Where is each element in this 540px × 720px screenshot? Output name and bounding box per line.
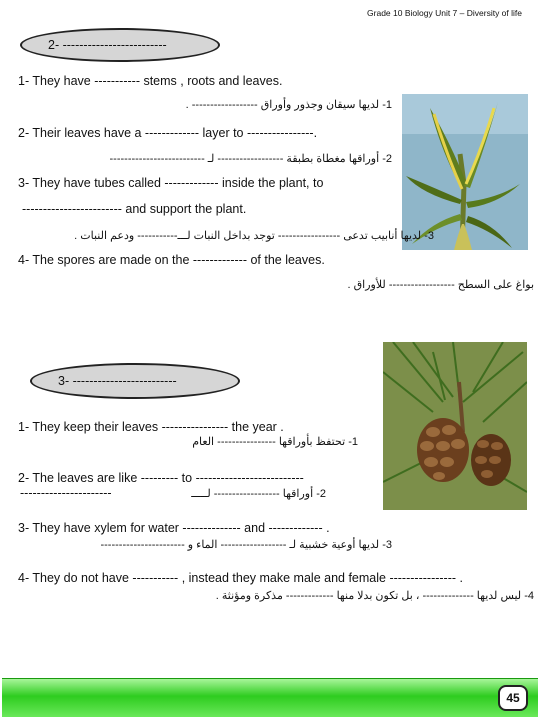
section-3-line-4-ar: 4- ليس لديها -------------- ، بل تكون بدلا منها ------------- مذكرة ومؤنثة . (215, 590, 534, 602)
section-3-line-1-ar: 1- تحتفظ بأوراقها ---------------- العام (192, 436, 358, 448)
pine-cone-image (383, 342, 527, 510)
page-header: Grade 10 Biology Unit 7 – Diversity of life (367, 8, 522, 18)
section-3-line-3-ar: 3- لديها أوعية خشبية لـ ------------------ الماء و ----------------------- (100, 539, 392, 551)
section-3-line-2-ar: 2- أوراقها ------------------ لـــــ (191, 488, 326, 500)
section-3-line-4-en: 4- They do not have ----------- , instead they make male and female ---------------- . (18, 571, 463, 585)
page-number: 45 (498, 685, 528, 711)
section-2-line-3-en-cont: ------------------------ and support the plant. (22, 202, 247, 216)
section-3-line-1-en: 1- They keep their leaves ---------------- the year . (18, 420, 284, 434)
section-2-line-1-en: 1- They have ----------- stems , roots and leaves. (18, 74, 283, 88)
section-2-line-3-ar: 3- لديها أنابيب تدعى ----------------- توجد بداخل النبات لـــ----------- ودعم النبات . (74, 230, 434, 242)
footer-bar (2, 678, 538, 717)
section-3-line-2-en: 2- The leaves are like --------- to -------------------------- (18, 471, 304, 485)
section-2-line-1-ar: 1- لديها سيقان وجذور وأوراق ------------------ . (185, 99, 392, 111)
section-3-oval (30, 363, 240, 399)
section-3-line-3-en: 3- They have xylem for water -------------- and ------------- . (18, 521, 330, 535)
fern-plant-image (402, 94, 528, 250)
section-2-line-4-en: 4- The spores are made on the ------------- of the leaves. (18, 253, 325, 267)
section-3-line-2-en-cont: ---------------------- (20, 486, 112, 500)
section-2-line-2-en: 2- Their leaves have a ------------- layer to ----------------. (18, 126, 318, 140)
section-2-oval (20, 28, 220, 62)
section-3-heading: 3- ------------------------- (58, 374, 177, 388)
section-2-line-3-en: 3- They have tubes called ------------- inside the plant, to (18, 176, 324, 190)
section-2-line-4-ar: بواغ على السطح ------------------ للأوراق . (347, 279, 534, 291)
section-2-line-2-ar: 2- أوراقها مغطاة بطبقة ------------------ لـ -------------------------- (109, 153, 392, 165)
section-2-heading: 2- ------------------------- (48, 38, 167, 52)
